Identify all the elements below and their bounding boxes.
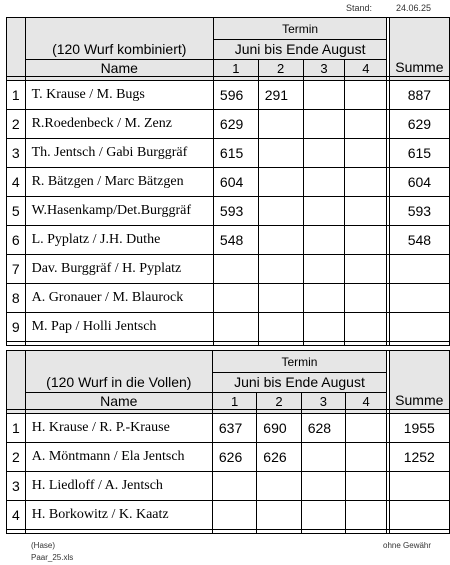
- round-score: [213, 313, 258, 342]
- round-score: 626: [257, 443, 301, 472]
- table-row: [7, 414, 450, 443]
- table-row: [7, 501, 450, 530]
- row-index: 7: [7, 255, 26, 284]
- row-index: 3: [7, 139, 26, 168]
- row-index: 1: [7, 414, 26, 443]
- round-header-4: 4: [346, 393, 387, 410]
- round-score: 596: [213, 81, 258, 110]
- row-index: 2: [7, 110, 26, 139]
- round-score: [258, 110, 303, 139]
- footer-disclaimer: ohne Gewähr: [383, 541, 432, 550]
- total-score: 604: [389, 168, 449, 197]
- name-header: Name: [25, 60, 213, 77]
- round-header-4: 4: [345, 60, 387, 77]
- round-score: [303, 110, 345, 139]
- round-score: [345, 110, 387, 139]
- player-pair-name: A. Gronauer / M. Blaurock: [25, 284, 213, 313]
- round-score: [212, 472, 256, 501]
- table-row: [7, 197, 450, 226]
- row-index: 4: [7, 501, 26, 530]
- row-index: 1: [7, 81, 26, 110]
- round-score: [258, 139, 303, 168]
- index-header: [7, 351, 26, 410]
- round-score: [345, 226, 387, 255]
- round-score: [345, 313, 387, 342]
- round-score: 593: [213, 197, 258, 226]
- round-score: [257, 501, 301, 530]
- footer-author: (Hase): [31, 541, 56, 550]
- round-score: [303, 226, 345, 255]
- round-score: 628: [301, 414, 345, 443]
- vollen-score-table: [6, 350, 450, 534]
- round-score: 615: [213, 139, 258, 168]
- round-score: [257, 472, 301, 501]
- round-score: [303, 284, 345, 313]
- player-pair-name: M. Pap / Holli Jentsch: [25, 313, 213, 342]
- total-score: 548: [389, 226, 449, 255]
- round-score: [346, 443, 387, 472]
- player-pair-name: H. Krause / R. P.-Krause: [25, 414, 212, 443]
- round-score: [345, 81, 387, 110]
- table-row: [7, 168, 450, 197]
- player-pair-name: W.Hasenkamp/Det.Burggräf: [25, 197, 213, 226]
- row-index: 5: [7, 197, 26, 226]
- stand-label: Stand:: [346, 3, 373, 13]
- table-row: [7, 226, 450, 255]
- total-score: 887: [389, 81, 449, 110]
- round-score: [213, 255, 258, 284]
- round-header-1: 1: [213, 60, 258, 77]
- player-pair-name: L. Pyplatz / J.H. Duthe: [25, 226, 213, 255]
- round-score: [303, 81, 345, 110]
- player-pair-name: H. Borkowitz / K. Kaatz: [25, 501, 212, 530]
- period-label: Juni bis Ende August: [234, 41, 366, 57]
- round-score: [346, 501, 387, 530]
- round-score: 291: [258, 81, 303, 110]
- row-index: 2: [7, 443, 26, 472]
- round-score: [258, 255, 303, 284]
- player-pair-name: H. Liedloff / A. Jentsch: [25, 472, 212, 501]
- row-index: 9: [7, 313, 26, 342]
- round-score: [345, 168, 387, 197]
- total-score: [389, 284, 449, 313]
- table-row: [7, 81, 450, 110]
- index-header: [7, 18, 26, 77]
- round-score: [345, 139, 387, 168]
- table-row: [7, 255, 450, 284]
- total-score: 629: [389, 110, 449, 139]
- round-score: 604: [213, 168, 258, 197]
- round-score: [303, 255, 345, 284]
- round-score: [301, 501, 345, 530]
- round-score: [303, 313, 345, 342]
- period-label: Juni bis Ende August: [234, 374, 365, 390]
- termin-label: Termin: [281, 354, 318, 369]
- table-row: [7, 313, 450, 342]
- round-header-3: 3: [303, 60, 345, 77]
- stand-date: 24.06.25: [396, 3, 432, 13]
- round-score: [258, 313, 303, 342]
- round-score: [213, 284, 258, 313]
- round-score: [303, 197, 345, 226]
- sum-header: Summe: [389, 351, 449, 410]
- round-score: [258, 197, 303, 226]
- round-score: [258, 226, 303, 255]
- player-pair-name: Th. Jentsch / Gabi Burggräf: [25, 139, 213, 168]
- row-index: 4: [7, 168, 26, 197]
- player-pair-name: Dav. Burggräf / H. Pyplatz: [25, 255, 213, 284]
- section-subtitle: (120 Wurf in die Vollen): [46, 374, 192, 390]
- section-subtitle: (120 Wurf kombiniert): [52, 41, 187, 57]
- round-score: [303, 139, 345, 168]
- row-index: 8: [7, 284, 26, 313]
- round-score: [345, 284, 387, 313]
- round-score: [212, 501, 256, 530]
- table-row: [7, 472, 450, 501]
- total-score: 615: [389, 139, 449, 168]
- row-index: 3: [7, 472, 26, 501]
- round-score: [346, 472, 387, 501]
- round-header-2: 2: [257, 393, 301, 410]
- name-header: Name: [25, 393, 212, 410]
- round-header-2: 2: [258, 60, 303, 77]
- total-score: [389, 501, 449, 530]
- table-row: [7, 139, 450, 168]
- footer-filename: Paar_25.xls: [31, 553, 74, 562]
- round-score: 626: [212, 443, 256, 472]
- round-header-3: 3: [301, 393, 345, 410]
- round-score: [258, 284, 303, 313]
- sum-header: Summe: [389, 18, 449, 77]
- round-score: [345, 255, 387, 284]
- player-pair-name: T. Krause / M. Bugs: [25, 81, 213, 110]
- total-score: 593: [389, 197, 449, 226]
- player-pair-name: R. Bätzgen / Marc Bätzgen: [25, 168, 213, 197]
- round-score: [345, 197, 387, 226]
- table-row: [7, 443, 450, 472]
- total-score: [389, 472, 449, 501]
- combined-score-table: [6, 17, 450, 346]
- total-score: [389, 255, 449, 284]
- round-score: 548: [213, 226, 258, 255]
- round-score: [301, 472, 345, 501]
- round-score: 637: [212, 414, 256, 443]
- row-index: 6: [7, 226, 26, 255]
- player-pair-name: A. Möntmann / Ela Jentsch: [25, 443, 212, 472]
- round-score: 629: [213, 110, 258, 139]
- total-score: [389, 313, 449, 342]
- round-header-1: 1: [212, 393, 256, 410]
- round-score: [258, 168, 303, 197]
- total-score: 1955: [389, 414, 449, 443]
- round-score: [303, 168, 345, 197]
- round-score: [346, 414, 387, 443]
- total-score: 1252: [389, 443, 449, 472]
- table-row: [7, 110, 450, 139]
- player-pair-name: R.Roedenbeck / M. Zenz: [25, 110, 213, 139]
- termin-label: Termin: [282, 21, 319, 36]
- round-score: [301, 443, 345, 472]
- round-score: 690: [257, 414, 301, 443]
- table-row: [7, 284, 450, 313]
